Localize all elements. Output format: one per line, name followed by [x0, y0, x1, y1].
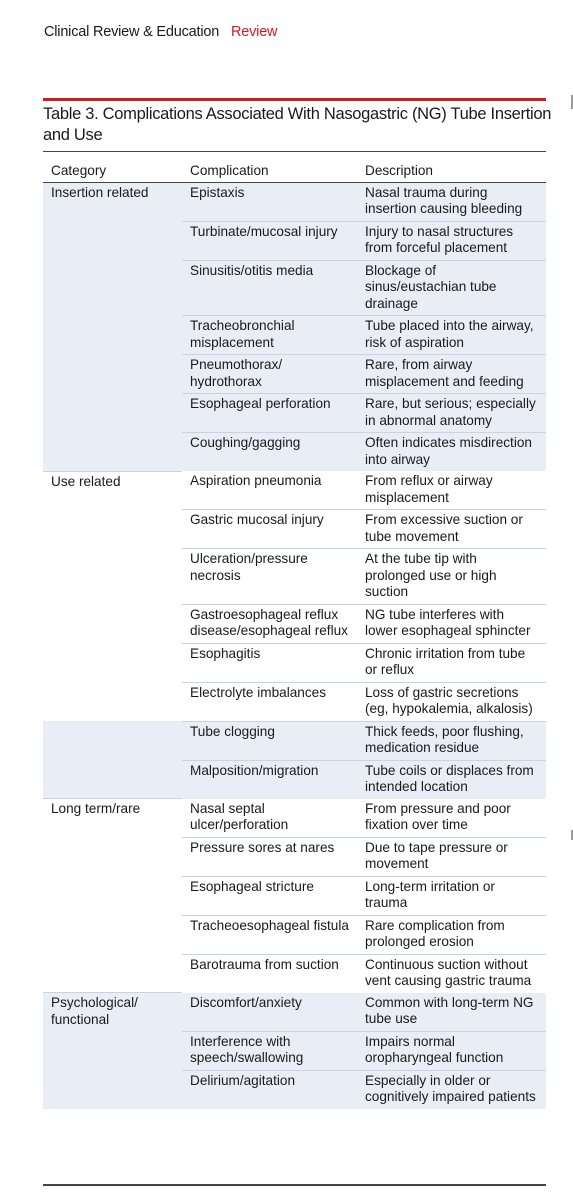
- complication-cell: Esophagitis: [182, 643, 357, 682]
- category-cell: Insertion related: [43, 182, 182, 221]
- table-row: [43, 510, 546, 549]
- description-cell: From excessive suction or tube movement: [357, 510, 546, 549]
- category-cell: [43, 355, 182, 394]
- table-row: [43, 682, 546, 721]
- category-cell: [43, 915, 182, 954]
- table-body: [43, 182, 546, 1109]
- table-row: [43, 760, 546, 799]
- category-cell: Use related: [43, 471, 182, 510]
- table-row: [43, 260, 546, 316]
- table-row: [43, 316, 546, 355]
- description-cell: Often indicates misdirection into airway: [357, 433, 546, 472]
- table-row: [43, 471, 546, 510]
- category-cell: Long term/rare: [43, 799, 182, 838]
- article-type-label: Review: [230, 24, 278, 40]
- table-row: [43, 837, 546, 876]
- category-cell: [43, 316, 182, 355]
- description-cell: Loss of gastric secretions (eg, hypokalemia, alkalosis): [357, 682, 546, 721]
- description-cell: Chronic irritation from tube or reflux: [357, 643, 546, 682]
- complication-cell: Malposition/migration: [182, 760, 357, 799]
- complications-table-wrap: [43, 151, 546, 1109]
- table-title: Table 3. Complications Associated With Nasogastric (NG) Tube Insertion and Use: [43, 105, 552, 144]
- table-row: [43, 604, 546, 643]
- table-row: [43, 721, 546, 760]
- table-row: [43, 1070, 546, 1109]
- complications-table: [43, 151, 546, 1109]
- complication-cell: Nasal septal ulcer/perforation: [190, 800, 289, 832]
- category-cell: [43, 221, 182, 260]
- category-cell: [43, 549, 182, 605]
- description-cell: Due to tape pressure or movement: [357, 837, 546, 876]
- category-cell: [43, 260, 182, 316]
- complication-cell: Interference with speech/swallowing: [182, 1031, 357, 1070]
- complication-cell: Epistaxis: [182, 182, 357, 221]
- complication-cell: Electrolyte imbalances: [182, 682, 357, 721]
- column-header-complication: Complication: [182, 152, 357, 183]
- description-cell: Common with long-term NG tube use: [357, 993, 546, 1032]
- table-row: [43, 915, 546, 954]
- title-rule: [43, 98, 546, 101]
- category-cell: [43, 643, 182, 682]
- table-row: [43, 221, 546, 260]
- complication-cell: Aspiration pneumonia: [190, 473, 322, 488]
- complication-cell: Tube clogging: [182, 721, 357, 760]
- category-cell: [43, 721, 182, 760]
- description-cell: Tube placed into the airway, risk of aspiration: [357, 316, 546, 355]
- complication-cell: Turbinate/mucosal injury: [182, 221, 357, 260]
- table-row: [43, 394, 546, 433]
- category-cell: [43, 394, 182, 433]
- category-cell: [43, 510, 182, 549]
- table-header: [43, 152, 546, 183]
- complication-cell: Discomfort/anxiety: [182, 993, 357, 1032]
- table-row: [43, 182, 546, 221]
- complication-cell: Gastric mucosal injury: [182, 510, 357, 549]
- complication-cell: Tracheoesophageal fistula: [182, 915, 357, 954]
- table-row: [43, 799, 546, 838]
- complication-cell: Ulceration/pressure necrosis: [182, 549, 357, 605]
- category-cell: [43, 837, 182, 876]
- table-row: [43, 549, 546, 605]
- table-row: [43, 355, 546, 394]
- table-row: [43, 643, 546, 682]
- header-row: [43, 152, 546, 183]
- description-cell: From reflux or airway misplacement: [365, 473, 493, 505]
- journal-header: [44, 24, 277, 40]
- category-cell: [43, 954, 182, 993]
- description-cell: Nasal trauma during insertion causing bleeding: [357, 182, 546, 221]
- complication-cell: Barotrauma from suction: [182, 954, 357, 993]
- complication-cell: Coughing/gagging: [182, 433, 357, 472]
- table-row: [43, 954, 546, 993]
- complication-cell: Delirium/agitation: [182, 1070, 357, 1109]
- category-cell: [43, 604, 182, 643]
- complication-cell: Tracheobronchial misplacement: [182, 316, 357, 355]
- table-row: [43, 433, 546, 472]
- description-cell: Impairs normal oropharyngeal function: [357, 1031, 546, 1070]
- section-label: Clinical Review & Education: [44, 24, 220, 40]
- description-cell: Long-term irritation or trauma: [357, 876, 546, 915]
- complication-cell: Esophageal stricture: [182, 876, 357, 915]
- complication-cell: Sinusitis/otitis media: [182, 260, 357, 316]
- category-cell: [43, 760, 182, 799]
- description-cell: At the tube tip with prolonged use or high suction: [357, 549, 546, 605]
- complication-cell: Gastroesophageal reflux disease/esophageal reflux: [182, 604, 357, 643]
- complication-cell: Esophageal perforation: [182, 394, 357, 433]
- category-cell: [43, 433, 182, 472]
- category-cell: [43, 876, 182, 915]
- category-cell: [43, 1070, 182, 1109]
- table-row: [43, 876, 546, 915]
- table-bottom-rule: [43, 1184, 546, 1186]
- description-cell: Thick feeds, poor flushing, medication residue: [357, 721, 546, 760]
- description-cell: Rare, from airway misplacement and feeding: [357, 355, 546, 394]
- description-cell: Rare complication from prolonged erosion: [357, 915, 546, 954]
- description-cell: Especially in older or cognitively impaired patients: [357, 1070, 546, 1109]
- complication-cell: Pneumothorax/ hydrothorax: [182, 355, 357, 394]
- description-cell: Continuous suction without vent causing gastric trauma: [357, 954, 546, 993]
- table-row: [43, 993, 546, 1032]
- category-cell: [43, 1031, 182, 1070]
- category-cell: Psychological/ functional: [43, 993, 182, 1032]
- description-cell: Blockage of sinus/eustachian tube drainage: [357, 260, 546, 316]
- description-cell: NG tube interferes with lower esophageal sphincter: [357, 604, 546, 643]
- description-cell: Rare, but serious; especially in abnormal anatomy: [357, 394, 546, 433]
- column-header-description: Description: [357, 152, 546, 183]
- description-cell: Tube coils or displaces from intended location: [357, 760, 546, 799]
- column-header-category: Category: [43, 152, 182, 183]
- table-row: [43, 1031, 546, 1070]
- description-cell: From pressure and poor fixation over time: [365, 800, 511, 832]
- description-cell: Injury to nasal structures from forceful placement: [357, 221, 546, 260]
- complication-cell: Pressure sores at nares: [182, 837, 357, 876]
- category-cell: [43, 682, 182, 721]
